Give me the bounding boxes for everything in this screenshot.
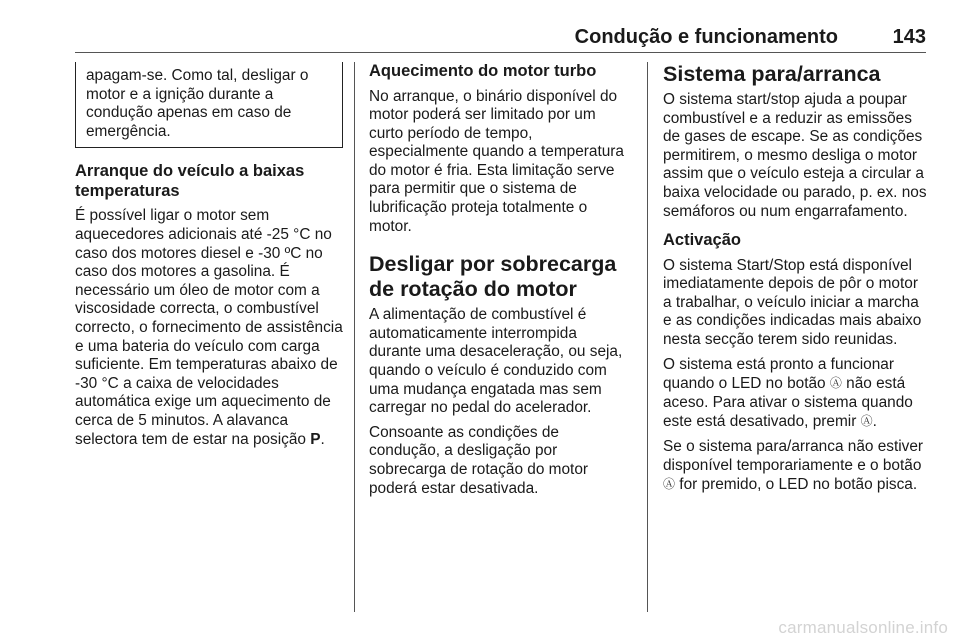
column-1 [75, 62, 343, 455]
heading-start-stop: Sistema para/arranca [663, 62, 881, 86]
activation-paragraph-1: O sistema Start/Stop está disponível imediatamente depois de pôr o motor a trabalhar, o veículo iniciar a marcha e as condições indicadas mais abaixo nesta secção terem sido reunidas. [663, 256, 922, 349]
turbo-paragraph: No arranque, o binário disponível do motor poderá ser limitado por um curto período de tempo, especialmente quando a temperatura do motor é fria. Esta limitação serve para permitir que o sistema de lubrificação proteja totalmente o motor. [369, 87, 624, 235]
column-separator-1 [354, 62, 355, 612]
start-stop-button-icon: Ⓐ [860, 414, 873, 429]
gear-position-p: P [310, 430, 321, 448]
heading-cold-start: Arranque do veículo a baixas temperaturas [75, 162, 305, 200]
column-3 [663, 62, 929, 501]
start-stop-button-icon: Ⓐ [829, 376, 842, 391]
column-separator-2 [647, 62, 648, 612]
page-header [75, 26, 926, 52]
watermark: carmanualsonline.info [778, 618, 948, 637]
overrun-paragraph-1: A alimentação de combustível é automaticamente interrompida durante uma desaceleração, ou seja, quando o veículo é conduzido com uma mudança engatada mas sem carregar no pedal do acelerador. [369, 306, 623, 417]
note-text: apagam-se. Como tal, desligar o motor e a ignição durante a condução apenas em caso de emergência. [86, 67, 309, 140]
section-title: Condução e funcionamento [574, 26, 838, 48]
heading-overrun-cutoff: Desligar por sobrecarga de rotação do motor [369, 252, 617, 302]
start-stop-button-icon: Ⓐ [663, 477, 676, 492]
heading-turbo-warmup: Aquecimento do motor turbo [369, 62, 597, 80]
start-stop-paragraph: O sistema start/stop ajuda a poupar combustível e a reduzir as emissões de gases de escape. Se as condições permitirem, o mesmo desliga o motor assim que o veículo esteja a circular a baixa velocidade ou parado, p. ex. nos semáforos ou num engarrafamento. [663, 91, 927, 220]
overrun-paragraph-2: Consoante as condições de condução, a desligação por sobrecarga de rotação do motor poderá estar desativada. [369, 423, 589, 497]
cold-start-paragraph: É possível ligar o motor sem aquecedores adicionais até -25 °C no caso dos motores diesel e -30 ºC no caso dos motores a gasolina. É necessário um óleo de motor com a viscosidade correcta, o combustível correcto, o fornecimento de assistência e uma bateria do veículo com carga suficiente. Em temperaturas abaixo de -30 °C a caixa de velocidades automática exige um aquecimento de cerca de 5 minutos. A alavanca selectora tem de estar na posição P. [75, 207, 343, 448]
activation-paragraph-2: O sistema está pronto a funcionar quando o LED no botão Ⓐ não está aceso. Para ativar o sistema quando este está desativado, premir Ⓐ. [663, 355, 913, 431]
page-number: 143 [892, 26, 926, 48]
column-2 [369, 62, 633, 504]
heading-activation: Activação [663, 231, 741, 250]
note-box [75, 62, 343, 148]
activation-paragraph-3: Se o sistema para/arranca não estiver disponível temporariamente e o botão Ⓐ for premido, o LED no botão pisca. [663, 438, 924, 494]
header-rule [75, 52, 926, 53]
